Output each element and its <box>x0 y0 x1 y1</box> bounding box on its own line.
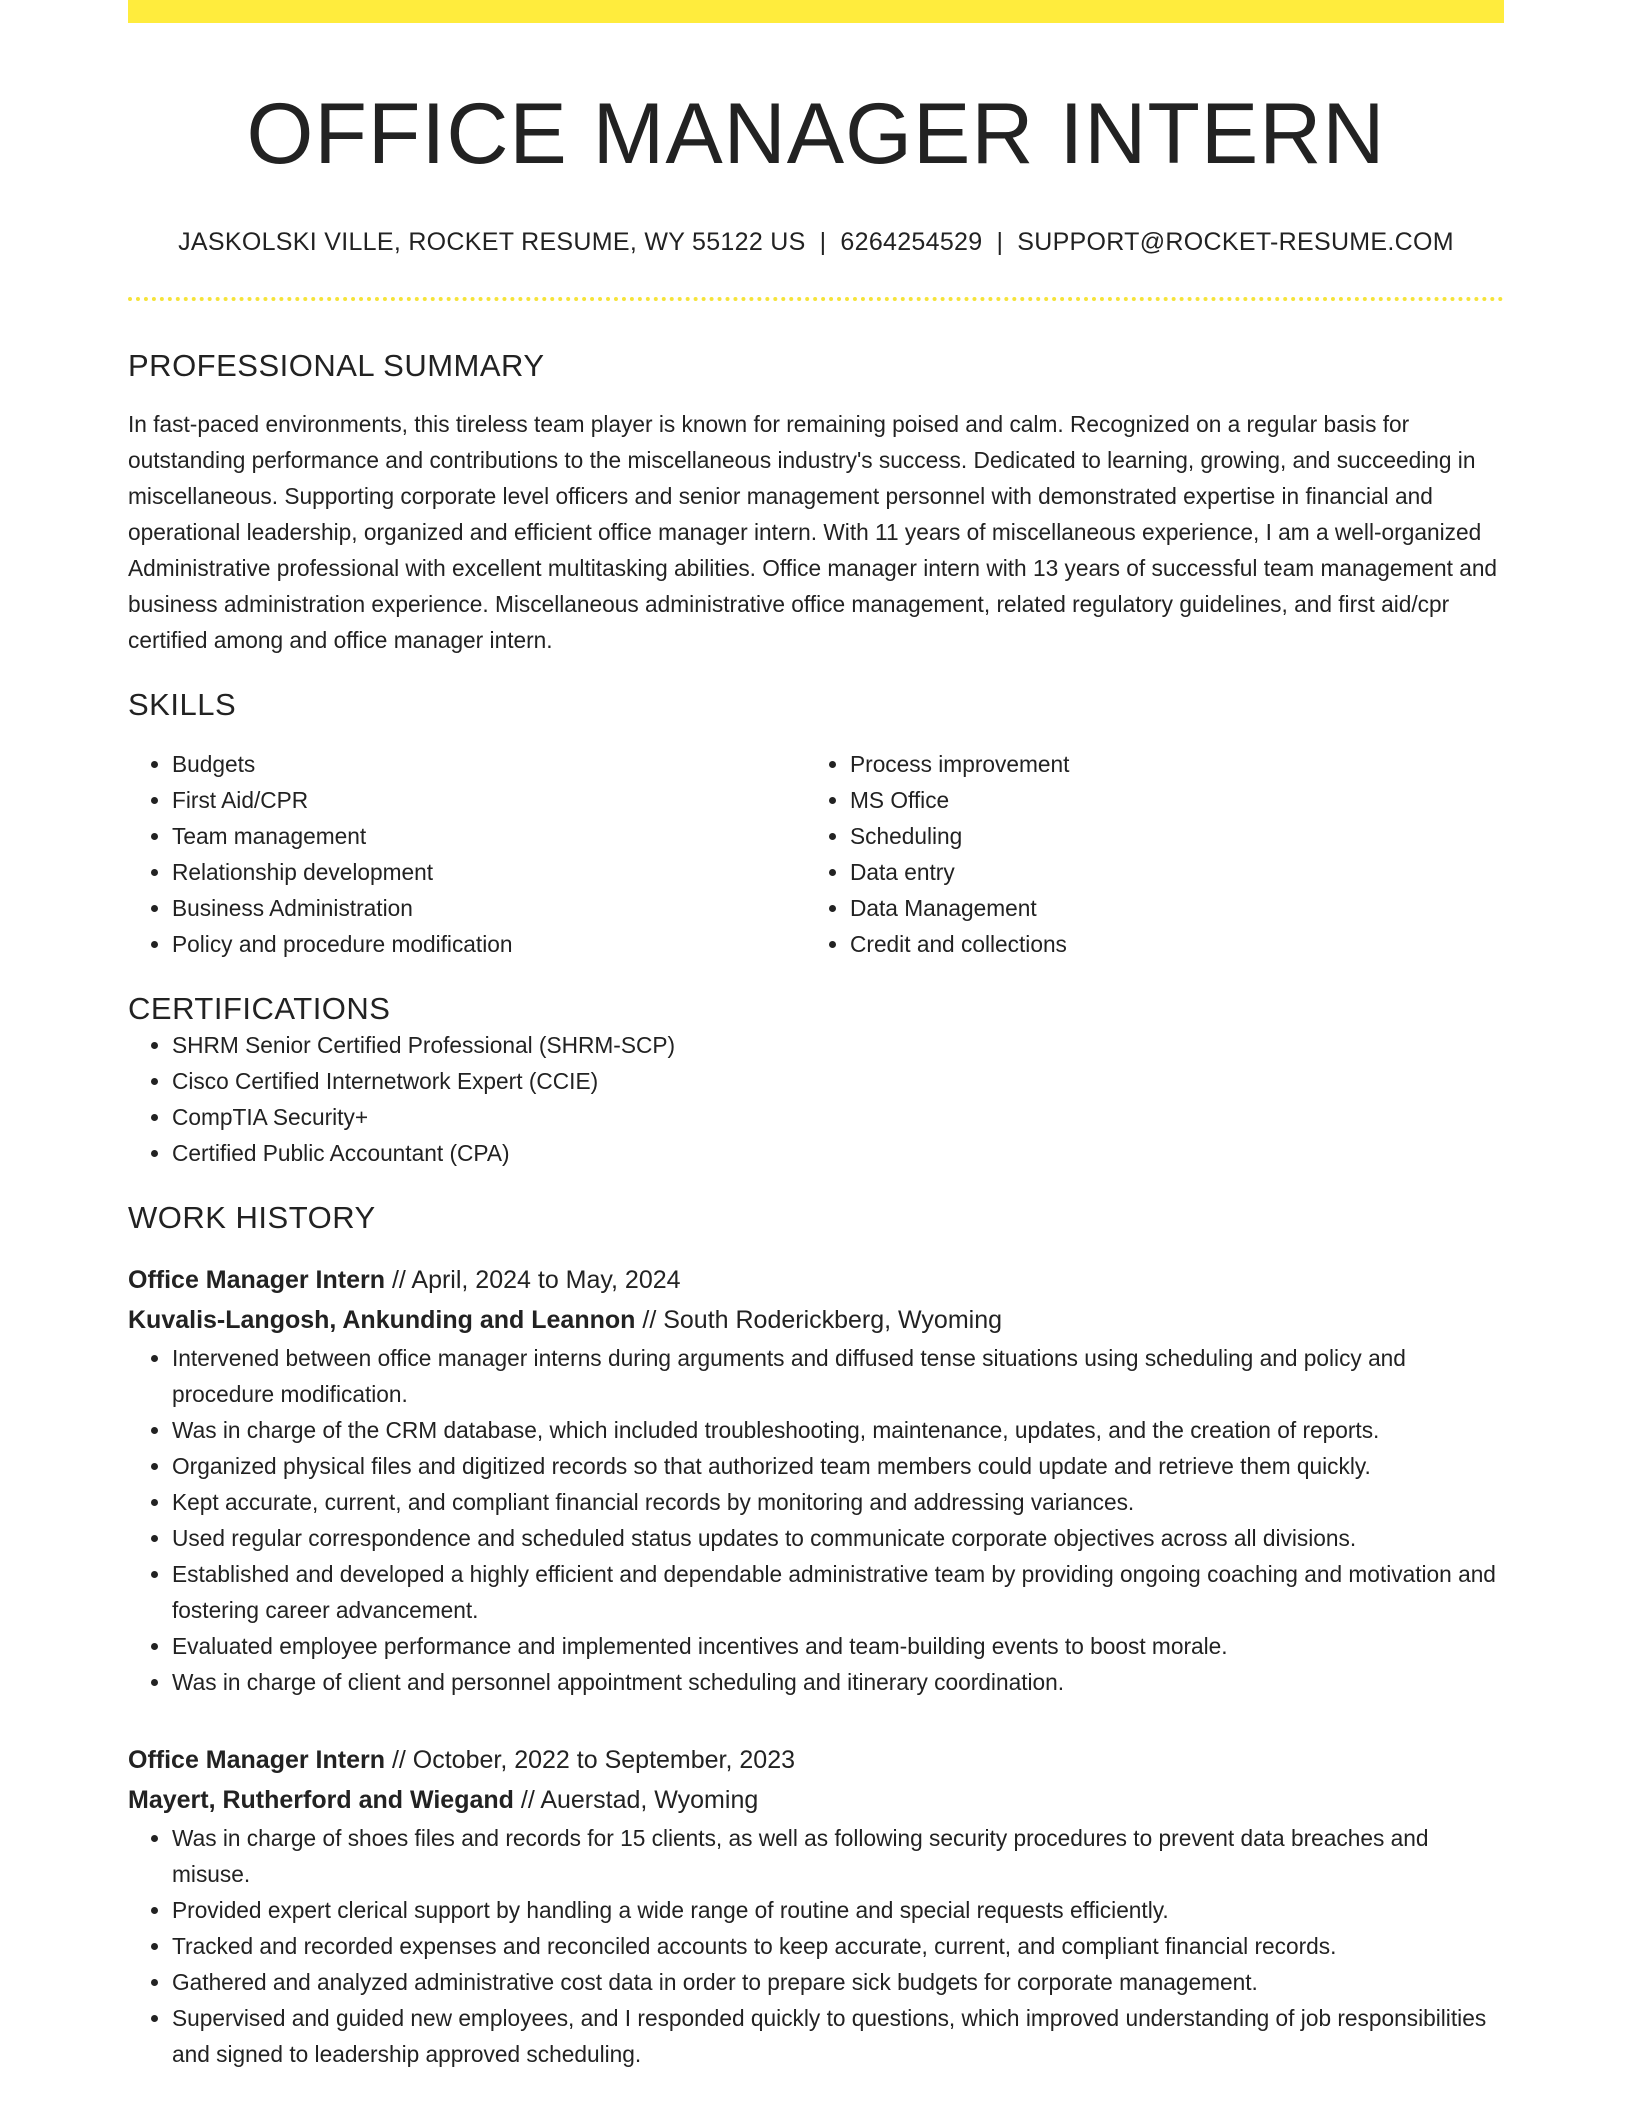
contact-email: SUPPORT@ROCKET-RESUME.COM <box>1017 228 1454 257</box>
job-duty: • Evaluated employee performance and implemented incentives and team-building events to boost morale. <box>172 1628 1504 1664</box>
job-company-line <box>128 1780 1504 1820</box>
job-duty: • Gathered and analyzed administrative cost data in order to prepare sick budgets for corporate management. <box>172 1964 1504 2000</box>
job-duty: • Tracked and recorded expenses and reconciled accounts to keep accurate, current, and compliant financial records. <box>172 1928 1504 1964</box>
skill-item: • Team management <box>172 818 806 854</box>
job-dates: // October, 2022 to September, 2023 <box>385 1745 795 1774</box>
job-dates: // April, 2024 to May, 2024 <box>385 1265 681 1294</box>
skill-item: • Business Administration <box>172 890 806 926</box>
contact-address: JASKOLSKI VILLE, ROCKET RESUME, WY 55122 US <box>178 228 806 257</box>
skills-column-right <box>806 746 1484 962</box>
contact-separator: | <box>819 228 827 257</box>
summary-heading: PROFESSIONAL SUMMARY <box>128 348 545 384</box>
job-role: Office Manager Intern <box>128 1265 385 1294</box>
skills-heading: SKILLS <box>128 687 237 723</box>
job-entry <box>128 1740 1504 2072</box>
job-duty: • Kept accurate, current, and compliant financial records by monitoring and addressing variances. <box>172 1484 1504 1520</box>
summary-text: In fast-paced environments, this tireless team player is known for remaining poised and calm. Recognized on a regular basis for outstanding performance and contributions to the miscellaneous industry's success. Dedicated to learning, growing, and succeeding in miscellaneous. Supporting corporate level officers and senior management personnel with demonstrated expertise in financial and operational leadership, organized and efficient office manager intern. With 11 years of miscellaneous experience, I am a well-organized Administrative professional with excellent multitasking abilities. Office manager intern with 13 years of successful team management and business administration experience. Miscellaneous administrative office management, related regulatory guidelines, and first aid/cpr certified among and office manager intern. <box>128 411 1498 654</box>
job-company: Mayert, Rutherford and Wiegand <box>128 1785 514 1814</box>
job-entry <box>128 1260 1504 1700</box>
skills-list-right <box>806 746 1484 962</box>
certification-item: • CompTIA Security+ <box>172 1099 1504 1135</box>
job-duty: • Intervened between office manager interns during arguments and diffused tense situations using scheduling and policy and procedure modification. <box>172 1340 1504 1412</box>
candidate-name: OFFICE MANAGER INTERN <box>246 86 1386 182</box>
job-role: Office Manager Intern <box>128 1745 385 1774</box>
skill-item: • Data entry <box>850 854 1484 890</box>
skills-columns <box>128 746 1504 962</box>
certification-item: • Cisco Certified Internetwork Expert (CCIE) <box>172 1063 1504 1099</box>
work-history-heading: WORK HISTORY <box>128 1199 376 1235</box>
job-location: // South Roderickberg, Wyoming <box>635 1305 1003 1334</box>
skill-item: • Budgets <box>172 746 806 782</box>
job-company-line <box>128 1300 1504 1340</box>
skill-item: • MS Office <box>850 782 1484 818</box>
job-duty: • Supervised and guided new employees, and I responded quickly to questions, which improved understanding of job responsibilities and signed to leadership approved scheduling. <box>172 2000 1504 2072</box>
skill-item: • Data Management <box>850 890 1484 926</box>
resume-page <box>128 0 1504 2072</box>
job-duty: • Was in charge of the CRM database, which included troubleshooting, maintenance, updates, and the creation of reports. <box>172 1412 1504 1448</box>
skill-item: • Process improvement <box>850 746 1484 782</box>
certifications-heading: CERTIFICATIONS <box>128 990 391 1026</box>
job-duty: • Organized physical files and digitized records so that authorized team members could update and retrieve them quickly. <box>172 1448 1504 1484</box>
job-duty: • Established and developed a highly efficient and dependable administrative team by providing ongoing coaching and motivation and fostering career advancement. <box>172 1556 1504 1628</box>
contact-phone: 6264254529 <box>840 228 983 257</box>
job-title-line <box>128 1260 1504 1300</box>
skill-item: • Credit and collections <box>850 926 1484 962</box>
skills-list-left <box>128 746 806 962</box>
skill-item: • Scheduling <box>850 818 1484 854</box>
job-duty: • Provided expert clerical support by handling a wide range of routine and special requests efficiently. <box>172 1892 1504 1928</box>
accent-bar <box>128 0 1504 23</box>
skills-column-left <box>128 746 806 962</box>
job-location: // Auerstad, Wyoming <box>513 1785 759 1814</box>
certification-item: • SHRM Senior Certified Professional (SHRM-SCP) <box>172 1027 1504 1063</box>
contact-separator: | <box>996 228 1004 257</box>
job-duty: • Was in charge of client and personnel appointment scheduling and itinerary coordination. <box>172 1664 1504 1700</box>
skill-item: • Relationship development <box>172 854 806 890</box>
job-title-line <box>128 1740 1504 1780</box>
job-duties-list <box>128 1340 1504 1700</box>
skill-item: • First Aid/CPR <box>172 782 806 818</box>
job-duties-list <box>128 1820 1504 2072</box>
job-company: Kuvalis-Langosh, Ankunding and Leannon <box>128 1305 636 1334</box>
job-duty: • Was in charge of shoes files and records for 15 clients, as well as following security procedures to prevent data breaches and misuse. <box>172 1820 1504 1892</box>
skill-item: • Policy and procedure modification <box>172 926 806 962</box>
certifications-list <box>128 1027 1504 1171</box>
job-duty: • Used regular correspondence and scheduled status updates to communicate corporate objectives across all divisions. <box>172 1520 1504 1556</box>
dotted-divider <box>128 297 1504 301</box>
contact-line <box>128 228 1504 257</box>
certification-item: • Certified Public Accountant (CPA) <box>172 1135 1504 1171</box>
